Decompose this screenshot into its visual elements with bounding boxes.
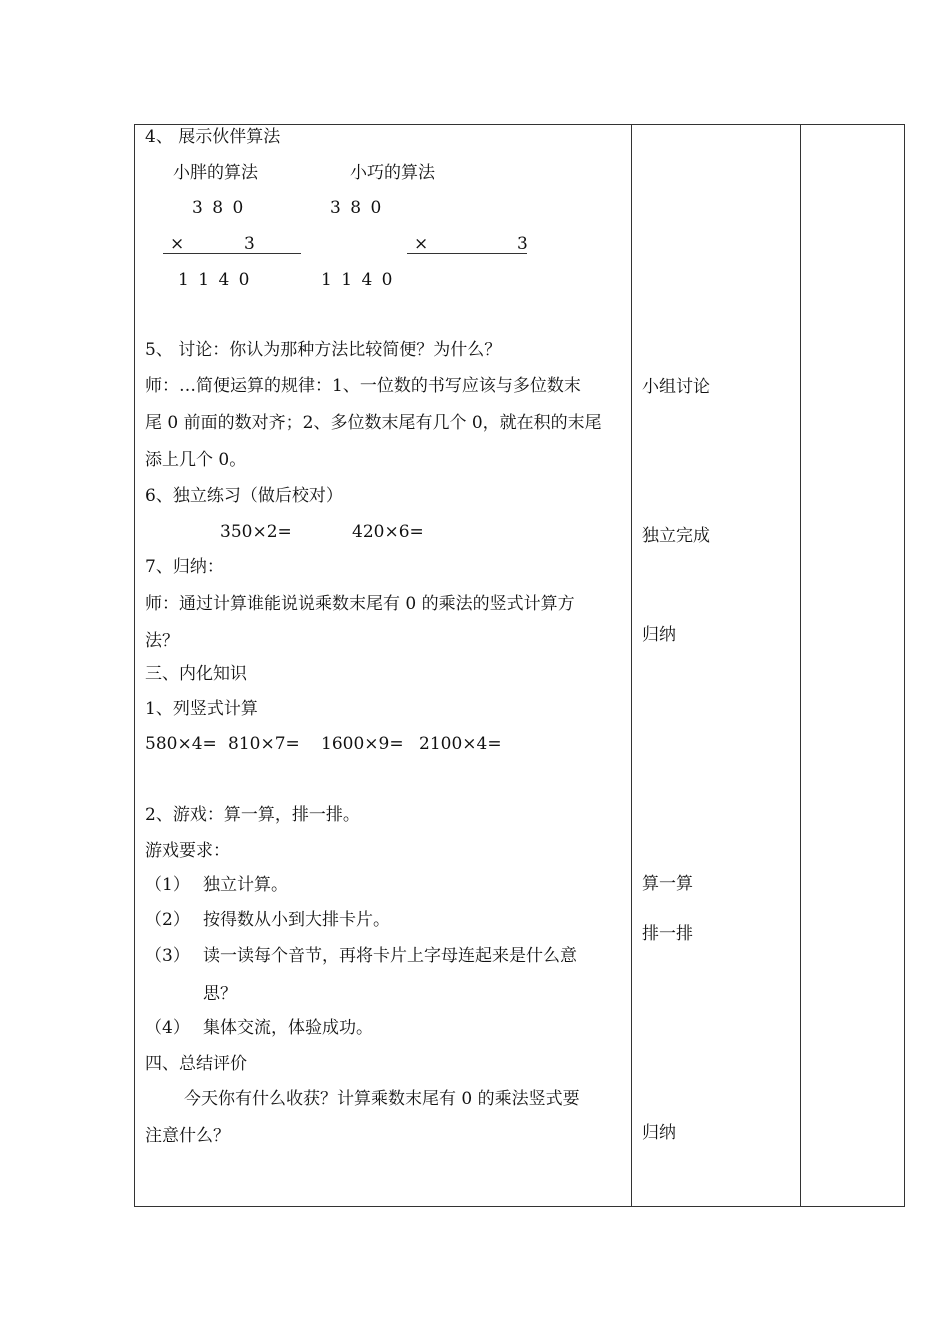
game-title: 2、游戏：算一算，排一排。 bbox=[145, 805, 360, 825]
column-divider-2 bbox=[800, 124, 801, 1207]
calc-a-sign: × bbox=[170, 234, 185, 254]
calc-b-result: 1 1 4 0 bbox=[321, 270, 395, 290]
teacher-rule-line3: 添上几个 0。 bbox=[145, 450, 247, 470]
exercise-4: 2100×4= bbox=[419, 734, 502, 754]
summary-line2: 注意什么？ bbox=[145, 1126, 230, 1146]
req3-text-line2: 思？ bbox=[203, 984, 237, 1004]
xiaopang-label: 小胖的算法 bbox=[173, 163, 258, 183]
game-requirements: 游戏要求： bbox=[145, 841, 230, 861]
column-divider-1 bbox=[631, 124, 632, 1207]
teacher-rule-line2: 尾 0 前面的数对齐；2、多位数末尾有几个 0，就在积的末尾 bbox=[145, 413, 602, 433]
req4-number: （4） bbox=[145, 1018, 190, 1038]
calc-a-top: 3 8 0 bbox=[192, 198, 246, 218]
req1-number: （1） bbox=[145, 875, 190, 895]
calc-b-sign: × bbox=[414, 234, 429, 254]
step7-title: 7、归纳： bbox=[145, 557, 224, 577]
exercise-3: 1600×9= bbox=[321, 734, 404, 754]
req1-text: 独立计算。 bbox=[203, 875, 288, 895]
exercise-2: 810×7= bbox=[228, 734, 300, 754]
summary-line1: 今天你有什么收获？计算乘数末尾有 0 的乘法竖式要 bbox=[184, 1089, 580, 1109]
side-summarize-1: 归纳 bbox=[642, 625, 676, 645]
step6-title: 6、独立练习（做后校对） bbox=[145, 486, 343, 506]
xiaoqiao-label: 小巧的算法 bbox=[350, 163, 435, 183]
calc-b-top: 3 8 0 bbox=[330, 198, 384, 218]
teacher-question-line2: 法？ bbox=[145, 631, 179, 651]
practice-2: 420×6= bbox=[352, 522, 424, 542]
side-group-discuss: 小组讨论 bbox=[642, 377, 710, 397]
req2-text: 按得数从小到大排卡片。 bbox=[203, 910, 390, 930]
teacher-question-line1: 师：通过计算谁能说说乘数末尾有 0 的乘法的竖式计算方 bbox=[145, 594, 575, 614]
section3-title: 三、内化知识 bbox=[145, 664, 247, 684]
step5-title: 5、 讨论：你认为那种方法比较简便？为什么？ bbox=[145, 340, 502, 360]
teacher-rule-line1: 师：…简便运算的规律：1、一位数的书写应该与多位数末 bbox=[145, 376, 581, 396]
req4-text: 集体交流，体验成功。 bbox=[203, 1018, 373, 1038]
exercise-1: 580×4= bbox=[145, 734, 217, 754]
practice-1: 350×2= bbox=[220, 522, 292, 542]
calc-a-underline bbox=[163, 253, 301, 254]
side-arrange-one: 排一排 bbox=[642, 924, 693, 944]
calc-b-underline bbox=[407, 253, 527, 254]
calc-b-mult: 3 bbox=[517, 234, 528, 254]
side-independent: 独立完成 bbox=[642, 526, 710, 546]
req2-number: （2） bbox=[145, 910, 190, 930]
step4-title: 4、 展示伙伴算法 bbox=[145, 127, 281, 147]
req3-text-line1: 读一读每个音节，再将卡片上字母连起来是什么意 bbox=[203, 946, 577, 966]
side-calc-one: 算一算 bbox=[642, 874, 693, 894]
side-summarize-2: 归纳 bbox=[642, 1123, 676, 1143]
section4-title: 四、总结评价 bbox=[145, 1054, 247, 1074]
req3-number: （3） bbox=[145, 946, 190, 966]
calc-a-result: 1 1 4 0 bbox=[178, 270, 252, 290]
calc-a-mult: 3 bbox=[244, 234, 255, 254]
list-title: 1、列竖式计算 bbox=[145, 699, 258, 719]
